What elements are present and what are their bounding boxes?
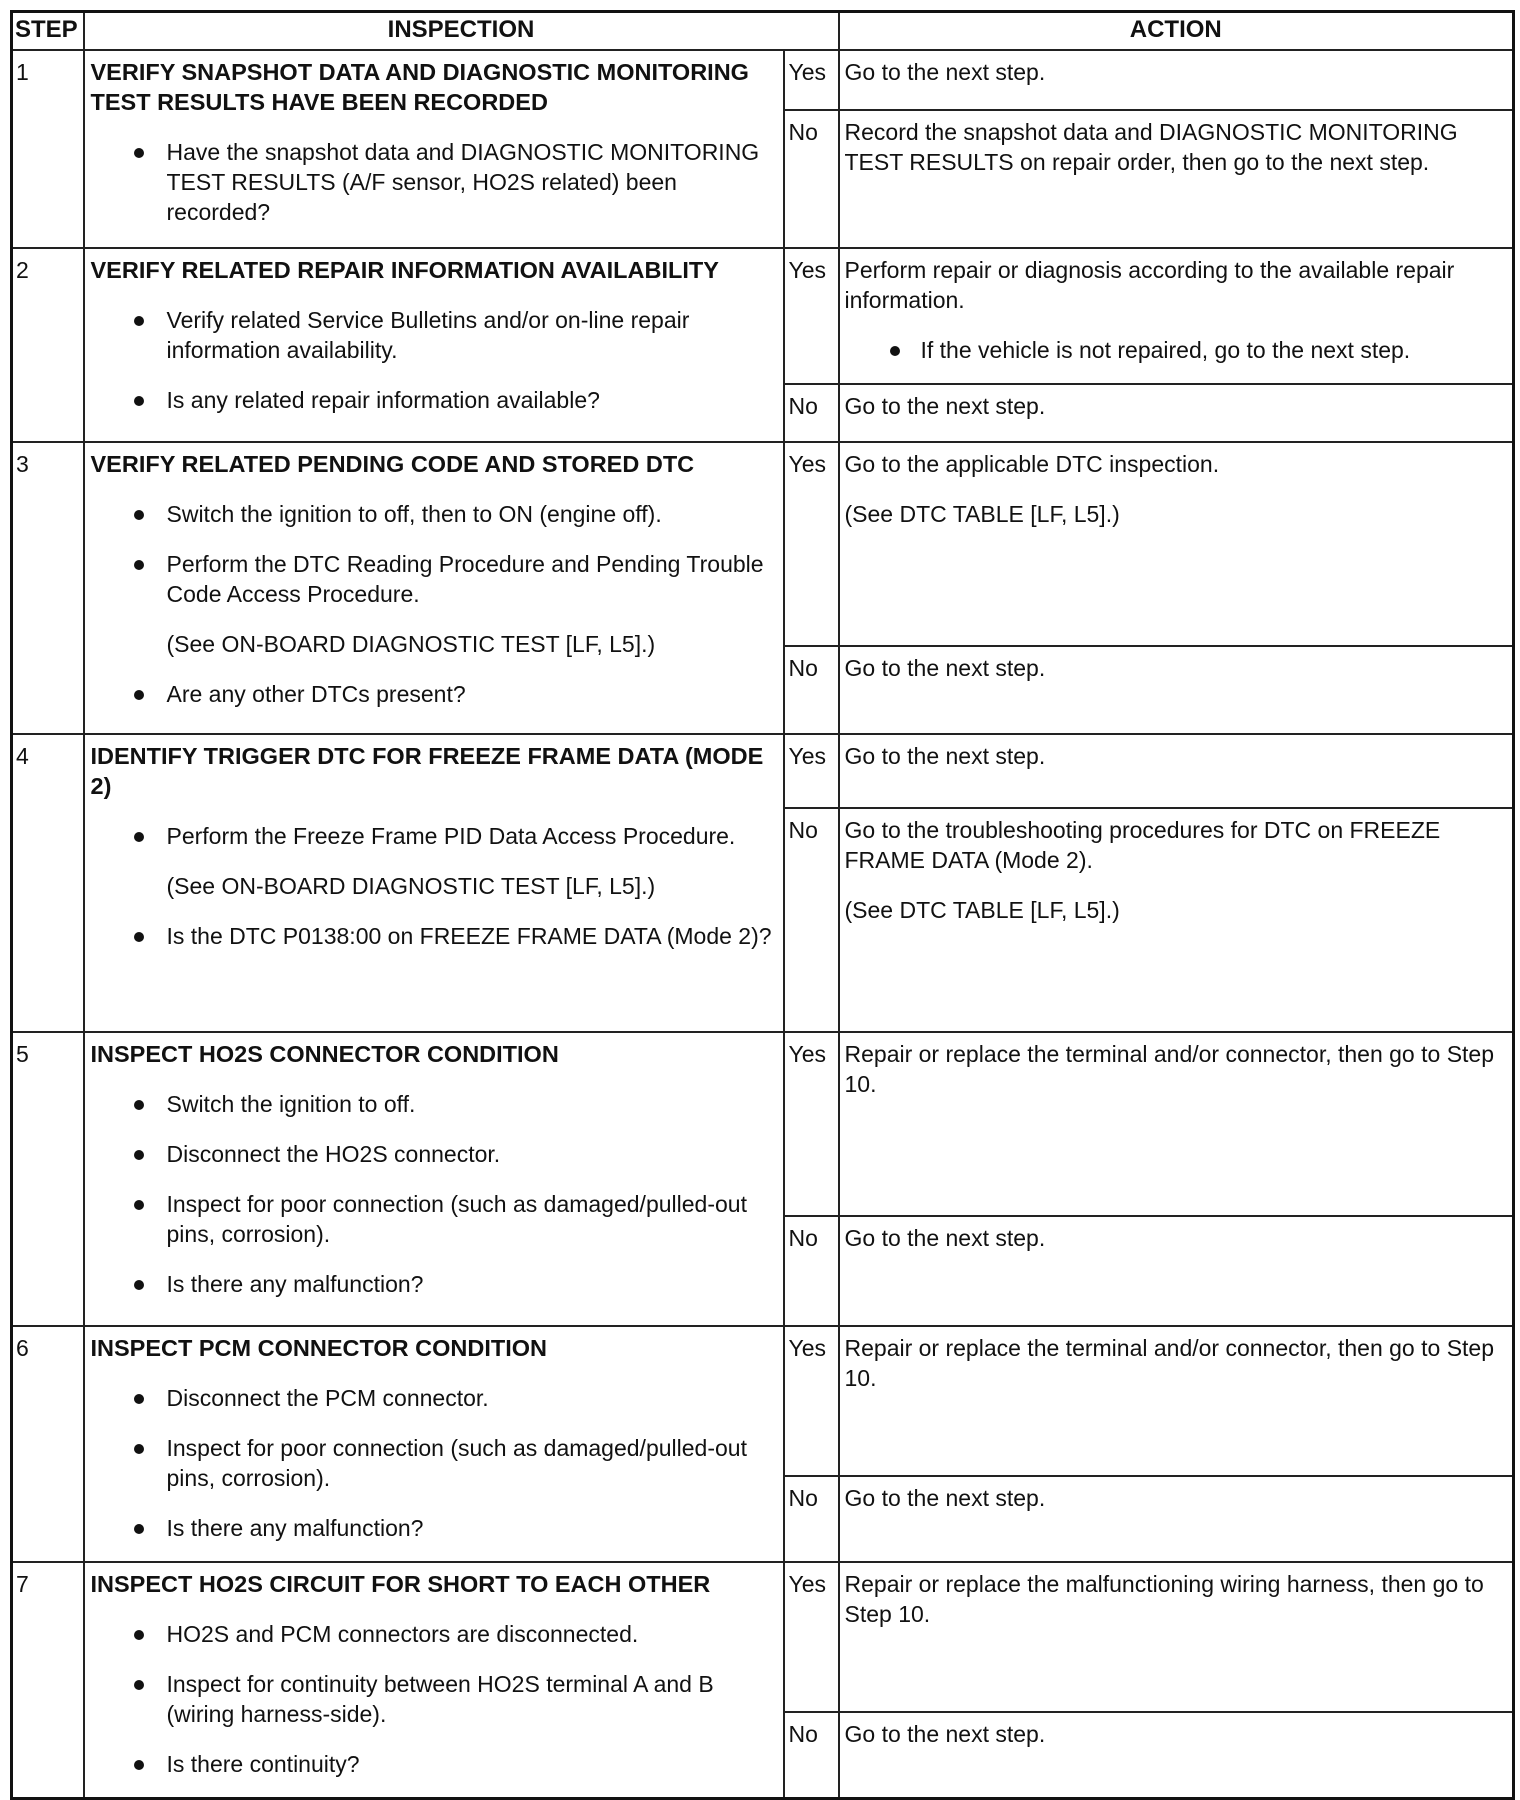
bullet-text: Are any other DTCs present? <box>166 681 466 707</box>
action-text: Go to the next step. <box>844 1721 1046 1747</box>
bullet-icon <box>134 1200 144 1210</box>
step-number: 1 <box>12 50 84 248</box>
bullet-text: Is there any malfunction? <box>166 1515 424 1541</box>
bullet-icon <box>134 1394 144 1404</box>
bullet-icon <box>134 396 144 406</box>
header-step: STEP <box>12 12 84 51</box>
yes-label: Yes <box>784 248 839 384</box>
bullet-item <box>91 137 775 227</box>
step-title: VERIFY RELATED PENDING CODE AND STORED DTC <box>90 451 695 477</box>
bullet-text: HO2S and PCM connectors are disconnected. <box>166 1621 639 1647</box>
action-text: Repair or replace the terminal and/or connector, then go to Step 10. <box>844 1041 1495 1097</box>
step-7-yes-row <box>12 1562 1514 1712</box>
step-1-yes-row <box>12 50 1514 110</box>
header-action: ACTION <box>839 12 1514 51</box>
bullet-text: Is the DTC P0138:00 on FREEZE FRAME DATA (Mode 2)? <box>166 923 772 949</box>
yes-label: Yes <box>784 442 839 646</box>
reference-note: (See ON-BOARD DIAGNOSTIC TEST [LF, L5].) <box>166 631 656 657</box>
bullet-text: Disconnect the HO2S connector. <box>166 1141 501 1167</box>
bullet-item <box>91 499 775 529</box>
bullet-item <box>91 1619 775 1649</box>
step-number: 5 <box>12 1032 84 1326</box>
step-number: 6 <box>12 1326 84 1562</box>
action-sub-bullet <box>845 335 1505 365</box>
yes-action <box>839 248 1514 384</box>
bullet-text: If the vehicle is not repaired, go to the next step. <box>920 337 1411 363</box>
bullet-text: Is any related repair information available? <box>166 387 600 413</box>
no-action <box>839 1476 1514 1562</box>
yes-label: Yes <box>784 1562 839 1712</box>
step-6-yes-row <box>12 1326 1514 1476</box>
step-2-inspection <box>84 248 784 442</box>
step-3-yes-row <box>12 442 1514 646</box>
bullet-icon <box>134 1630 144 1640</box>
bullet-text: Have the snapshot data and DIAGNOSTIC MONITORING TEST RESULTS (A/F sensor, HO2S related) been recorded? <box>166 139 760 225</box>
bullet-icon <box>134 1150 144 1160</box>
yes-label: Yes <box>784 1326 839 1476</box>
action-text: Repair or replace the terminal and/or connector, then go to Step 10. <box>844 1335 1495 1391</box>
step-number: 4 <box>12 734 84 1032</box>
bullet-item <box>91 305 775 365</box>
bullet-icon <box>890 346 900 356</box>
bullet-text: Switch the ignition to off, then to ON (engine off). <box>166 501 662 527</box>
bullet-icon <box>134 316 144 326</box>
step-4-yes-row <box>12 734 1514 808</box>
step-5-inspection <box>84 1032 784 1326</box>
step-6-inspection <box>84 1326 784 1562</box>
bullet-icon <box>134 560 144 570</box>
bullet-icon <box>134 510 144 520</box>
no-action <box>839 1712 1514 1798</box>
bullet-text: Verify related Service Bulletins and/or on-line repair information availability. <box>166 307 690 363</box>
header-row <box>12 12 1514 51</box>
bullet-item <box>91 1513 775 1543</box>
yes-label: Yes <box>784 50 839 110</box>
step-title: INSPECT HO2S CONNECTOR CONDITION <box>90 1041 559 1067</box>
yes-label: Yes <box>784 734 839 808</box>
action-text: Go to the next step. <box>844 655 1046 681</box>
yes-action <box>839 1562 1514 1712</box>
yes-label: Yes <box>784 1032 839 1216</box>
action-text: Go to the next step. <box>844 59 1046 85</box>
yes-action <box>839 1326 1514 1476</box>
bullet-item <box>91 1269 775 1299</box>
action-text: Go to the applicable DTC inspection. <box>844 451 1220 477</box>
bullet-item <box>91 1749 775 1779</box>
bullet-item <box>91 1383 775 1413</box>
yes-action <box>839 1032 1514 1216</box>
step-4-inspection <box>84 734 784 1032</box>
no-action <box>839 384 1514 442</box>
step-title: INSPECT HO2S CIRCUIT FOR SHORT TO EACH OTHER <box>90 1571 711 1597</box>
action-text: Go to the next step. <box>844 743 1046 769</box>
step-number: 2 <box>12 248 84 442</box>
bullet-text: Switch the ignition to off. <box>166 1091 416 1117</box>
no-label: No <box>784 1712 839 1798</box>
action-text: Go to the next step. <box>844 1485 1046 1511</box>
step-number: 7 <box>12 1562 84 1798</box>
diagnostic-table <box>10 10 1515 1800</box>
step-7-inspection <box>84 1562 784 1798</box>
step-3-inspection <box>84 442 784 734</box>
no-label: No <box>784 110 839 248</box>
action-text: Record the snapshot data and DIAGNOSTIC MONITORING TEST RESULTS on repair order, then go to the next step. <box>844 118 1458 175</box>
bullet-icon <box>134 932 144 942</box>
bullet-text: Perform the DTC Reading Procedure and Pending Trouble Code Access Procedure. <box>166 551 764 607</box>
step-title: VERIFY RELATED REPAIR INFORMATION AVAILABILITY <box>90 257 719 283</box>
bullet-icon <box>134 832 144 842</box>
no-label: No <box>784 808 839 1032</box>
step-number: 3 <box>12 442 84 734</box>
no-action <box>839 646 1514 734</box>
step-title: INSPECT PCM CONNECTOR CONDITION <box>90 1335 548 1361</box>
bullet-icon <box>134 1444 144 1454</box>
bullet-item <box>91 1433 775 1493</box>
no-action <box>839 110 1514 248</box>
no-label: No <box>784 384 839 442</box>
bullet-item <box>91 679 775 709</box>
yes-action <box>839 734 1514 808</box>
bullet-item <box>91 385 775 415</box>
bullet-icon <box>134 1524 144 1534</box>
step-2-yes-row <box>12 248 1514 384</box>
step-title: VERIFY SNAPSHOT DATA AND DIAGNOSTIC MONITORING TEST RESULTS HAVE BEEN RECORDED <box>90 59 749 115</box>
action-text: Go to the next step. <box>844 1225 1046 1251</box>
bullet-item <box>91 1139 775 1169</box>
action-text: Go to the next step. <box>844 393 1046 419</box>
step-5-yes-row <box>12 1032 1514 1216</box>
bullet-item <box>91 821 775 851</box>
action-text: Repair or replace the malfunctioning wiring harness, then go to Step 10. <box>844 1571 1484 1627</box>
no-label: No <box>784 1216 839 1326</box>
no-action <box>839 1216 1514 1326</box>
bullet-icon <box>134 1280 144 1290</box>
yes-action <box>839 50 1514 110</box>
step-title: IDENTIFY TRIGGER DTC FOR FREEZE FRAME DATA (MODE 2) <box>90 743 764 799</box>
bullet-text: Inspect for poor connection (such as damaged/pulled-out pins, corrosion). <box>166 1191 747 1247</box>
bullet-item <box>91 1669 775 1729</box>
bullet-text: Is there continuity? <box>166 1751 360 1777</box>
bullet-text: Perform the Freeze Frame PID Data Access Procedure. <box>166 823 736 849</box>
bullet-item <box>91 1189 775 1249</box>
bullet-icon <box>134 148 144 158</box>
bullet-item <box>91 921 775 951</box>
page <box>10 10 1512 1777</box>
action-note: (See DTC TABLE [LF, L5].) <box>844 897 1120 923</box>
step-1-inspection <box>84 50 784 248</box>
action-note: (See DTC TABLE [LF, L5].) <box>844 501 1120 527</box>
no-label: No <box>784 646 839 734</box>
header-inspection: INSPECTION <box>84 12 839 51</box>
bullet-text: Inspect for poor connection (such as damaged/pulled-out pins, corrosion). <box>166 1435 747 1491</box>
bullet-icon <box>134 1760 144 1770</box>
no-label: No <box>784 1476 839 1562</box>
yes-action <box>839 442 1514 646</box>
bullet-text: Is there any malfunction? <box>166 1271 424 1297</box>
bullet-icon <box>134 690 144 700</box>
bullet-item <box>91 1089 775 1119</box>
bullet-item <box>91 549 775 609</box>
action-text: Perform repair or diagnosis according to the available repair information. <box>844 257 1455 313</box>
no-action <box>839 808 1514 1032</box>
reference-note: (See ON-BOARD DIAGNOSTIC TEST [LF, L5].) <box>166 873 656 899</box>
bullet-icon <box>134 1680 144 1690</box>
bullet-text: Disconnect the PCM connector. <box>166 1385 489 1411</box>
action-text: Go to the troubleshooting procedures for DTC on FREEZE FRAME DATA (Mode 2). <box>844 817 1441 873</box>
bullet-icon <box>134 1100 144 1110</box>
bullet-text: Inspect for continuity between HO2S terminal A and B (wiring harness-side). <box>166 1671 714 1727</box>
